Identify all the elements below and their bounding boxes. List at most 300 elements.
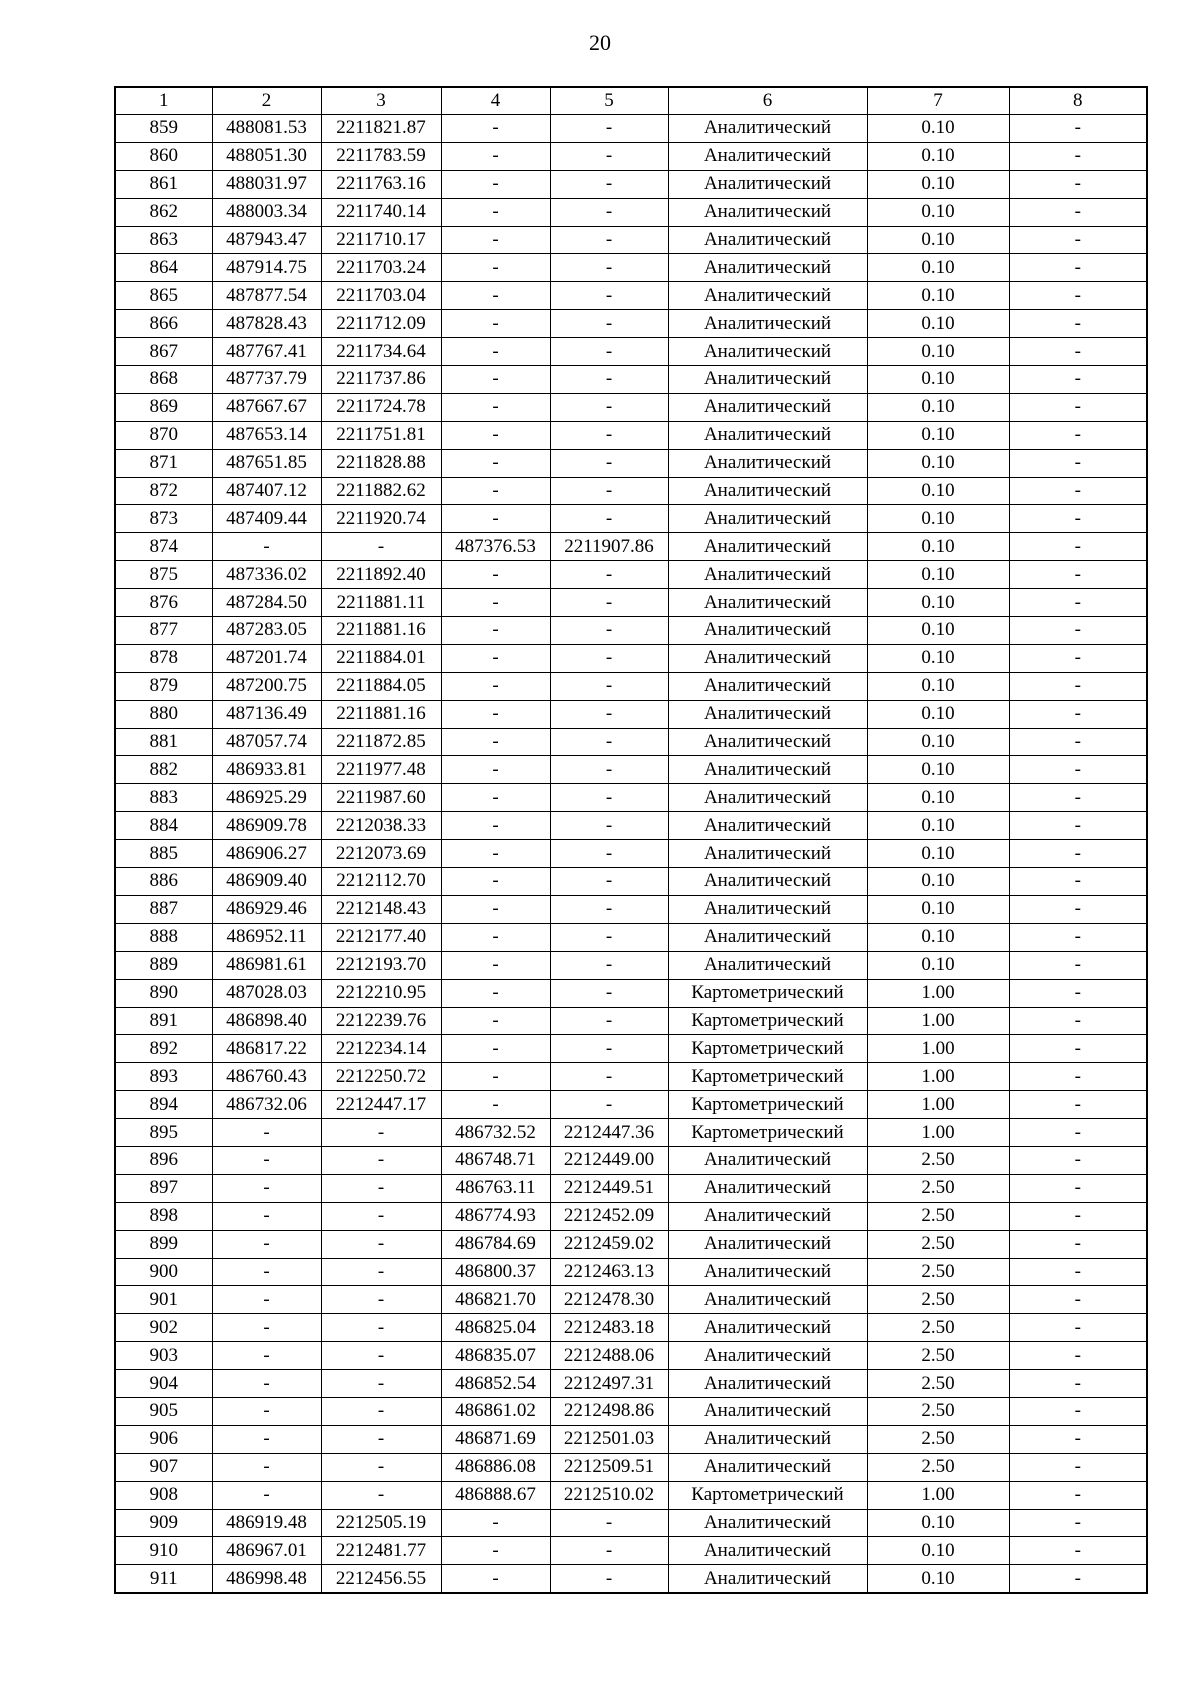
new-coord-x-cell: - bbox=[441, 310, 550, 338]
description-cell: - bbox=[1009, 1342, 1147, 1370]
new-coord-y-cell: - bbox=[550, 923, 668, 951]
new-coord-x-cell: 486774.93 bbox=[441, 1202, 550, 1230]
new-coord-y-cell: - bbox=[550, 895, 668, 923]
coord-x-cell: - bbox=[212, 1453, 321, 1481]
method-cell: Аналитический bbox=[668, 282, 867, 310]
accuracy-cell: 1.00 bbox=[867, 1035, 1009, 1063]
point-number-cell: 896 bbox=[115, 1146, 212, 1174]
new-coord-x-cell: - bbox=[441, 728, 550, 756]
coord-y-cell: 2212250.72 bbox=[321, 1063, 441, 1091]
accuracy-cell: 2.50 bbox=[867, 1230, 1009, 1258]
method-cell: Аналитический bbox=[668, 1286, 867, 1314]
table-row bbox=[115, 700, 1147, 728]
accuracy-cell: 0.10 bbox=[867, 310, 1009, 338]
coord-x-cell: 488031.97 bbox=[212, 170, 321, 198]
accuracy-cell: 0.10 bbox=[867, 589, 1009, 617]
new-coord-y-cell: - bbox=[550, 840, 668, 868]
new-coord-y-cell: - bbox=[550, 338, 668, 366]
accuracy-cell: 0.10 bbox=[867, 142, 1009, 170]
new-coord-y-cell: - bbox=[550, 756, 668, 784]
description-cell: - bbox=[1009, 1063, 1147, 1091]
new-coord-y-cell: 2212497.31 bbox=[550, 1370, 668, 1398]
description-cell: - bbox=[1009, 1091, 1147, 1119]
accuracy-cell: 0.10 bbox=[867, 784, 1009, 812]
new-coord-x-cell: 486888.67 bbox=[441, 1481, 550, 1509]
point-number-cell: 900 bbox=[115, 1258, 212, 1286]
method-cell: Аналитический bbox=[668, 756, 867, 784]
new-coord-y-cell: - bbox=[550, 142, 668, 170]
new-coord-x-cell: 486852.54 bbox=[441, 1370, 550, 1398]
method-cell: Аналитический bbox=[668, 505, 867, 533]
new-coord-y-cell: - bbox=[550, 589, 668, 617]
coord-y-cell: 2211783.59 bbox=[321, 142, 441, 170]
new-coord-y-cell: - bbox=[550, 226, 668, 254]
new-coord-y-cell: - bbox=[550, 784, 668, 812]
coord-y-cell: 2211987.60 bbox=[321, 784, 441, 812]
table-row bbox=[115, 784, 1147, 812]
table-row bbox=[115, 1314, 1147, 1342]
method-cell: Картометрический bbox=[668, 1035, 867, 1063]
point-number-cell: 873 bbox=[115, 505, 212, 533]
table-row bbox=[115, 895, 1147, 923]
new-coord-y-cell: 2212449.51 bbox=[550, 1174, 668, 1202]
method-cell: Аналитический bbox=[668, 393, 867, 421]
coord-x-cell: 488081.53 bbox=[212, 115, 321, 143]
coord-x-cell: - bbox=[212, 1146, 321, 1174]
method-cell: Картометрический bbox=[668, 1119, 867, 1147]
point-number-cell: 907 bbox=[115, 1453, 212, 1481]
table-row bbox=[115, 198, 1147, 226]
table-row bbox=[115, 644, 1147, 672]
point-number-cell: 894 bbox=[115, 1091, 212, 1119]
coord-x-cell: - bbox=[212, 1397, 321, 1425]
new-coord-x-cell: - bbox=[441, 366, 550, 394]
point-number-cell: 864 bbox=[115, 254, 212, 282]
coord-y-cell: 2212112.70 bbox=[321, 868, 441, 896]
column-header: 1 bbox=[115, 87, 212, 115]
description-cell: - bbox=[1009, 1537, 1147, 1565]
new-coord-x-cell: - bbox=[441, 700, 550, 728]
coord-y-cell: 2211884.05 bbox=[321, 672, 441, 700]
accuracy-cell: 0.10 bbox=[867, 812, 1009, 840]
coord-y-cell: 2212239.76 bbox=[321, 1007, 441, 1035]
accuracy-cell: 0.10 bbox=[867, 644, 1009, 672]
method-cell: Аналитический bbox=[668, 1202, 867, 1230]
method-cell: Аналитический bbox=[668, 868, 867, 896]
new-coord-y-cell: 2212449.00 bbox=[550, 1146, 668, 1174]
new-coord-y-cell: - bbox=[550, 1035, 668, 1063]
coord-x-cell: - bbox=[212, 1119, 321, 1147]
coord-y-cell: 2211734.64 bbox=[321, 338, 441, 366]
new-coord-y-cell: - bbox=[550, 421, 668, 449]
coord-x-cell: 486981.61 bbox=[212, 951, 321, 979]
new-coord-x-cell: - bbox=[441, 589, 550, 617]
point-number-cell: 874 bbox=[115, 533, 212, 561]
coord-y-cell: 2211884.01 bbox=[321, 644, 441, 672]
table-row bbox=[115, 226, 1147, 254]
coord-x-cell: 486933.81 bbox=[212, 756, 321, 784]
coord-x-cell: 486967.01 bbox=[212, 1537, 321, 1565]
method-cell: Аналитический bbox=[668, 672, 867, 700]
method-cell: Аналитический bbox=[668, 951, 867, 979]
accuracy-cell: 0.10 bbox=[867, 393, 1009, 421]
column-header: 2 bbox=[212, 87, 321, 115]
table-row bbox=[115, 170, 1147, 198]
description-cell: - bbox=[1009, 756, 1147, 784]
accuracy-cell: 2.50 bbox=[867, 1397, 1009, 1425]
coord-x-cell: 486998.48 bbox=[212, 1565, 321, 1593]
table-row bbox=[115, 1537, 1147, 1565]
page-number: 20 bbox=[589, 30, 611, 55]
coord-x-cell: - bbox=[212, 1174, 321, 1202]
method-cell: Картометрический bbox=[668, 979, 867, 1007]
coord-y-cell: 2212481.77 bbox=[321, 1537, 441, 1565]
method-cell: Аналитический bbox=[668, 1370, 867, 1398]
table-row bbox=[115, 951, 1147, 979]
new-coord-y-cell: 2212478.30 bbox=[550, 1286, 668, 1314]
method-cell: Аналитический bbox=[668, 421, 867, 449]
point-number-cell: 869 bbox=[115, 393, 212, 421]
coord-y-cell: 2212073.69 bbox=[321, 840, 441, 868]
accuracy-cell: 0.10 bbox=[867, 533, 1009, 561]
new-coord-x-cell: - bbox=[441, 784, 550, 812]
table-row bbox=[115, 1174, 1147, 1202]
new-coord-x-cell: - bbox=[441, 421, 550, 449]
description-cell: - bbox=[1009, 254, 1147, 282]
table-row bbox=[115, 1035, 1147, 1063]
coord-y-cell: 2212038.33 bbox=[321, 812, 441, 840]
table-row bbox=[115, 1202, 1147, 1230]
new-coord-y-cell: - bbox=[550, 1091, 668, 1119]
table-row bbox=[115, 812, 1147, 840]
description-cell: - bbox=[1009, 1146, 1147, 1174]
coord-x-cell: 486919.48 bbox=[212, 1509, 321, 1537]
point-number-cell: 887 bbox=[115, 895, 212, 923]
accuracy-cell: 0.10 bbox=[867, 923, 1009, 951]
accuracy-cell: 0.10 bbox=[867, 868, 1009, 896]
coord-y-cell: 2211920.74 bbox=[321, 505, 441, 533]
coord-y-cell: - bbox=[321, 1314, 441, 1342]
method-cell: Картометрический bbox=[668, 1091, 867, 1119]
table-row bbox=[115, 1453, 1147, 1481]
point-number-cell: 904 bbox=[115, 1370, 212, 1398]
accuracy-cell: 0.10 bbox=[867, 1537, 1009, 1565]
new-coord-x-cell: 486861.02 bbox=[441, 1397, 550, 1425]
table-row bbox=[115, 1425, 1147, 1453]
coord-x-cell: 487284.50 bbox=[212, 589, 321, 617]
coord-x-cell: 487200.75 bbox=[212, 672, 321, 700]
point-number-cell: 860 bbox=[115, 142, 212, 170]
new-coord-y-cell: 2212488.06 bbox=[550, 1342, 668, 1370]
description-cell: - bbox=[1009, 1258, 1147, 1286]
table-row bbox=[115, 1397, 1147, 1425]
coord-y-cell: - bbox=[321, 1202, 441, 1230]
table-row bbox=[115, 254, 1147, 282]
new-coord-x-cell: 486886.08 bbox=[441, 1453, 550, 1481]
coord-x-cell: - bbox=[212, 1370, 321, 1398]
new-coord-x-cell: - bbox=[441, 505, 550, 533]
new-coord-x-cell: - bbox=[441, 115, 550, 143]
accuracy-cell: 0.10 bbox=[867, 366, 1009, 394]
coord-y-cell: - bbox=[321, 1425, 441, 1453]
new-coord-y-cell: - bbox=[550, 951, 668, 979]
new-coord-y-cell: - bbox=[550, 366, 668, 394]
coord-x-cell: 486909.40 bbox=[212, 868, 321, 896]
coord-x-cell: 486925.29 bbox=[212, 784, 321, 812]
description-cell: - bbox=[1009, 672, 1147, 700]
new-coord-y-cell: - bbox=[550, 1509, 668, 1537]
point-number-cell: 905 bbox=[115, 1397, 212, 1425]
point-number-cell: 902 bbox=[115, 1314, 212, 1342]
method-cell: Аналитический bbox=[668, 1565, 867, 1593]
description-cell: - bbox=[1009, 561, 1147, 589]
method-cell: Аналитический bbox=[668, 1453, 867, 1481]
coord-y-cell: 2212234.14 bbox=[321, 1035, 441, 1063]
coord-y-cell: - bbox=[321, 1258, 441, 1286]
new-coord-y-cell: - bbox=[550, 393, 668, 421]
accuracy-cell: 0.10 bbox=[867, 505, 1009, 533]
table-row bbox=[115, 1063, 1147, 1091]
accuracy-cell: 0.10 bbox=[867, 421, 1009, 449]
new-coord-y-cell: - bbox=[550, 1537, 668, 1565]
new-coord-y-cell: - bbox=[550, 672, 668, 700]
description-cell: - bbox=[1009, 728, 1147, 756]
coord-y-cell: 2211710.17 bbox=[321, 226, 441, 254]
table-row bbox=[115, 421, 1147, 449]
table-row bbox=[115, 1007, 1147, 1035]
coord-x-cell: 486929.46 bbox=[212, 895, 321, 923]
point-number-cell: 875 bbox=[115, 561, 212, 589]
description-cell: - bbox=[1009, 923, 1147, 951]
method-cell: Аналитический bbox=[668, 198, 867, 226]
coord-y-cell: 2212177.40 bbox=[321, 923, 441, 951]
coord-y-cell: 2211881.16 bbox=[321, 700, 441, 728]
coord-x-cell: - bbox=[212, 533, 321, 561]
coord-x-cell: 486906.27 bbox=[212, 840, 321, 868]
coord-x-cell: 487336.02 bbox=[212, 561, 321, 589]
new-coord-x-cell: - bbox=[441, 282, 550, 310]
accuracy-cell: 1.00 bbox=[867, 979, 1009, 1007]
new-coord-y-cell: - bbox=[550, 1565, 668, 1593]
table-row bbox=[115, 142, 1147, 170]
new-coord-x-cell: - bbox=[441, 812, 550, 840]
coord-y-cell: 2211872.85 bbox=[321, 728, 441, 756]
coord-x-cell: - bbox=[212, 1481, 321, 1509]
coord-x-cell: 487409.44 bbox=[212, 505, 321, 533]
coord-y-cell: - bbox=[321, 1230, 441, 1258]
table-row bbox=[115, 338, 1147, 366]
point-number-cell: 897 bbox=[115, 1174, 212, 1202]
table-row bbox=[115, 1481, 1147, 1509]
method-cell: Аналитический bbox=[668, 115, 867, 143]
method-cell: Аналитический bbox=[668, 923, 867, 951]
new-coord-x-cell: - bbox=[441, 254, 550, 282]
point-number-cell: 901 bbox=[115, 1286, 212, 1314]
point-number-cell: 890 bbox=[115, 979, 212, 1007]
table-row bbox=[115, 923, 1147, 951]
new-coord-x-cell: - bbox=[441, 338, 550, 366]
accuracy-cell: 2.50 bbox=[867, 1370, 1009, 1398]
new-coord-x-cell: 486821.70 bbox=[441, 1286, 550, 1314]
table-row bbox=[115, 477, 1147, 505]
new-coord-y-cell: - bbox=[550, 449, 668, 477]
new-coord-y-cell: - bbox=[550, 700, 668, 728]
point-number-cell: 892 bbox=[115, 1035, 212, 1063]
description-cell: - bbox=[1009, 589, 1147, 617]
method-cell: Аналитический bbox=[668, 728, 867, 756]
accuracy-cell: 2.50 bbox=[867, 1174, 1009, 1202]
accuracy-cell: 2.50 bbox=[867, 1453, 1009, 1481]
method-cell: Аналитический bbox=[668, 310, 867, 338]
new-coord-x-cell: - bbox=[441, 979, 550, 1007]
coord-y-cell: 2211881.11 bbox=[321, 589, 441, 617]
new-coord-x-cell: - bbox=[441, 142, 550, 170]
new-coord-x-cell: - bbox=[441, 1035, 550, 1063]
accuracy-cell: 0.10 bbox=[867, 338, 1009, 366]
description-cell: - bbox=[1009, 951, 1147, 979]
new-coord-y-cell: 2212501.03 bbox=[550, 1425, 668, 1453]
description-cell: - bbox=[1009, 1370, 1147, 1398]
method-cell: Аналитический bbox=[668, 226, 867, 254]
coord-y-cell: - bbox=[321, 533, 441, 561]
new-coord-x-cell: - bbox=[441, 672, 550, 700]
accuracy-cell: 0.10 bbox=[867, 756, 1009, 784]
point-number-cell: 877 bbox=[115, 617, 212, 645]
new-coord-y-cell: - bbox=[550, 812, 668, 840]
coord-x-cell: 487653.14 bbox=[212, 421, 321, 449]
coord-y-cell: 2211703.24 bbox=[321, 254, 441, 282]
method-cell: Картометрический bbox=[668, 1063, 867, 1091]
coord-x-cell: - bbox=[212, 1425, 321, 1453]
accuracy-cell: 0.10 bbox=[867, 449, 1009, 477]
point-number-cell: 878 bbox=[115, 644, 212, 672]
method-cell: Аналитический bbox=[668, 1509, 867, 1537]
new-coord-x-cell: 486825.04 bbox=[441, 1314, 550, 1342]
point-number-cell: 910 bbox=[115, 1537, 212, 1565]
method-cell: Аналитический bbox=[668, 644, 867, 672]
coord-y-cell: 2211737.86 bbox=[321, 366, 441, 394]
coord-y-cell: 2211977.48 bbox=[321, 756, 441, 784]
coord-x-cell: - bbox=[212, 1258, 321, 1286]
new-coord-y-cell: 2212510.02 bbox=[550, 1481, 668, 1509]
coord-y-cell: 2212505.19 bbox=[321, 1509, 441, 1537]
table-row bbox=[115, 393, 1147, 421]
new-coord-x-cell: 486835.07 bbox=[441, 1342, 550, 1370]
new-coord-x-cell: - bbox=[441, 756, 550, 784]
point-number-cell: 862 bbox=[115, 198, 212, 226]
description-cell: - bbox=[1009, 784, 1147, 812]
coord-y-cell: 2212193.70 bbox=[321, 951, 441, 979]
point-number-cell: 867 bbox=[115, 338, 212, 366]
table-row bbox=[115, 840, 1147, 868]
coord-y-cell: 2212210.95 bbox=[321, 979, 441, 1007]
column-header: 3 bbox=[321, 87, 441, 115]
accuracy-cell: 0.10 bbox=[867, 700, 1009, 728]
coord-y-cell: 2212447.17 bbox=[321, 1091, 441, 1119]
method-cell: Аналитический bbox=[668, 1146, 867, 1174]
coord-y-cell: - bbox=[321, 1481, 441, 1509]
coord-x-cell: 486760.43 bbox=[212, 1063, 321, 1091]
point-number-cell: 899 bbox=[115, 1230, 212, 1258]
coord-y-cell: - bbox=[321, 1342, 441, 1370]
coord-y-cell: - bbox=[321, 1397, 441, 1425]
new-coord-y-cell: - bbox=[550, 868, 668, 896]
accuracy-cell: 0.10 bbox=[867, 840, 1009, 868]
description-cell: - bbox=[1009, 617, 1147, 645]
table-row bbox=[115, 366, 1147, 394]
coord-y-cell: 2211882.62 bbox=[321, 477, 441, 505]
table-row bbox=[115, 728, 1147, 756]
description-cell: - bbox=[1009, 505, 1147, 533]
coord-y-cell: - bbox=[321, 1453, 441, 1481]
column-header: 7 bbox=[867, 87, 1009, 115]
method-cell: Аналитический bbox=[668, 1425, 867, 1453]
accuracy-cell: 0.10 bbox=[867, 477, 1009, 505]
column-header: 5 bbox=[550, 87, 668, 115]
coord-y-cell: 2211703.04 bbox=[321, 282, 441, 310]
point-number-cell: 881 bbox=[115, 728, 212, 756]
point-number-cell: 882 bbox=[115, 756, 212, 784]
coord-x-cell: 486909.78 bbox=[212, 812, 321, 840]
coord-x-cell: 487943.47 bbox=[212, 226, 321, 254]
point-number-cell: 859 bbox=[115, 115, 212, 143]
table-row bbox=[115, 1119, 1147, 1147]
description-cell: - bbox=[1009, 1007, 1147, 1035]
method-cell: Аналитический bbox=[668, 895, 867, 923]
method-cell: Аналитический bbox=[668, 1397, 867, 1425]
method-cell: Аналитический bbox=[668, 170, 867, 198]
new-coord-x-cell: - bbox=[441, 477, 550, 505]
coord-y-cell: 2211740.14 bbox=[321, 198, 441, 226]
description-cell: - bbox=[1009, 1119, 1147, 1147]
method-cell: Аналитический bbox=[668, 366, 867, 394]
description-cell: - bbox=[1009, 1202, 1147, 1230]
description-cell: - bbox=[1009, 1565, 1147, 1593]
description-cell: - bbox=[1009, 1035, 1147, 1063]
coord-y-cell: 2211724.78 bbox=[321, 393, 441, 421]
new-coord-y-cell: - bbox=[550, 310, 668, 338]
description-cell: - bbox=[1009, 282, 1147, 310]
new-coord-x-cell: - bbox=[441, 840, 550, 868]
description-cell: - bbox=[1009, 142, 1147, 170]
description-cell: - bbox=[1009, 700, 1147, 728]
method-cell: Картометрический bbox=[668, 1007, 867, 1035]
point-number-cell: 909 bbox=[115, 1509, 212, 1537]
description-cell: - bbox=[1009, 1314, 1147, 1342]
description-cell: - bbox=[1009, 421, 1147, 449]
new-coord-x-cell: 486784.69 bbox=[441, 1230, 550, 1258]
accuracy-cell: 0.10 bbox=[867, 254, 1009, 282]
table-row bbox=[115, 449, 1147, 477]
new-coord-y-cell: - bbox=[550, 282, 668, 310]
description-cell: - bbox=[1009, 895, 1147, 923]
coord-x-cell: 486898.40 bbox=[212, 1007, 321, 1035]
accuracy-cell: 2.50 bbox=[867, 1314, 1009, 1342]
table-row bbox=[115, 1258, 1147, 1286]
column-header: 4 bbox=[441, 87, 550, 115]
point-number-cell: 879 bbox=[115, 672, 212, 700]
new-coord-y-cell: - bbox=[550, 617, 668, 645]
accuracy-cell: 0.10 bbox=[867, 170, 1009, 198]
table-row bbox=[115, 617, 1147, 645]
coord-x-cell: 487667.67 bbox=[212, 393, 321, 421]
accuracy-cell: 0.10 bbox=[867, 672, 1009, 700]
coord-y-cell: 2211881.16 bbox=[321, 617, 441, 645]
accuracy-cell: 0.10 bbox=[867, 282, 1009, 310]
table-row bbox=[115, 1146, 1147, 1174]
new-coord-x-cell: - bbox=[441, 1091, 550, 1119]
point-number-cell: 871 bbox=[115, 449, 212, 477]
